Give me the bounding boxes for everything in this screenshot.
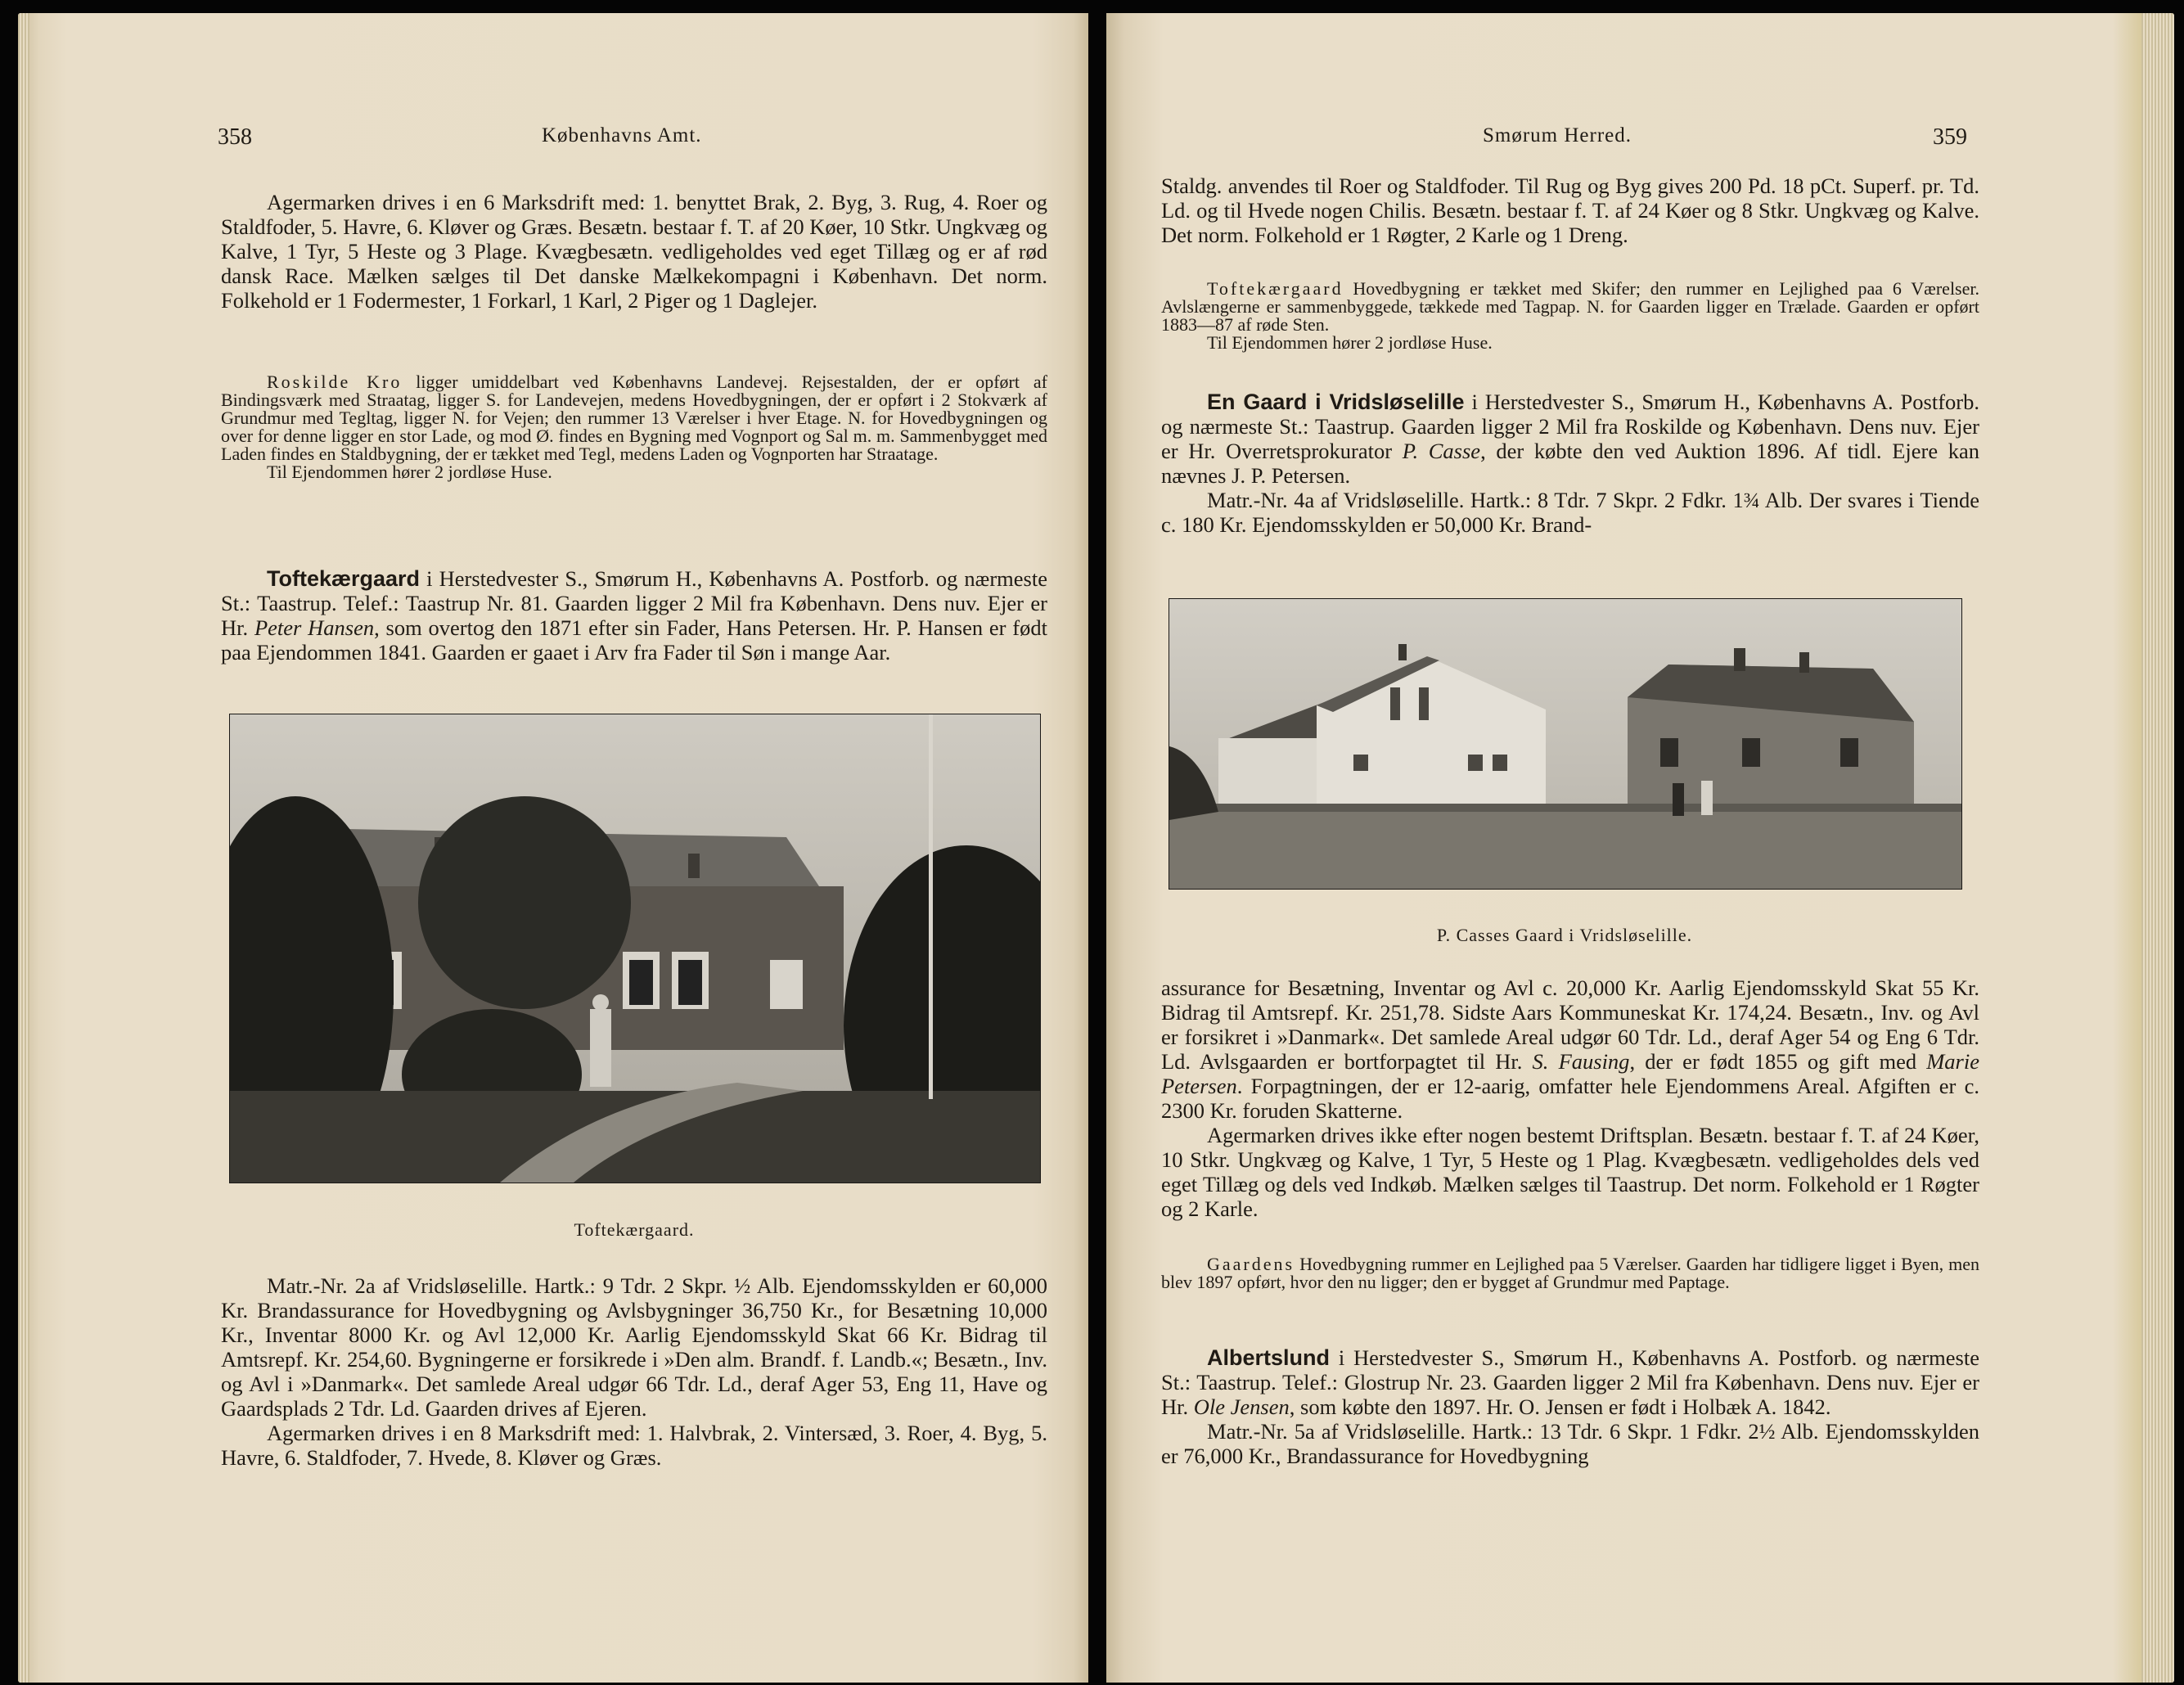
intro-paragraph: Staldg. anvendes til Roer og Staldfoder. Til Rug og Byg gives 200 Pd. 18 pCt. Superf. pr. Td. Ld. og til Hvede nogen Chilis. Besætn. bestaar f. T. af 24 Køer og 8 Stkr. Ungkvæg og Kalve. Det norm. Folkehold er 1 Røgter, 2 Karle og 1 Dreng. — [1161, 173, 1979, 247]
running-header: Københavns Amt. — [542, 124, 702, 146]
entry-title: En Gaard i Vridsløselille — [1207, 390, 1465, 414]
agermark-paragraph: Agermarken drives ikke efter nogen bestemt Driftsplan. Besætn. bestaar f. T. af 24 Køer, 10 Stkr. Ungkvæg og Kalve, 1 Tyr, 5 Heste og 1 Plag. Kvægbesætn. vedligeholdes dels ved eget Tillæg og dels ved Indkøb. Mælken sælges til Taastrup. Det norm. Folkehold er 1 Røgter og 2 Karle. — [1161, 1123, 1979, 1221]
photo-caption: P. Casses Gaard i Vridsløselille. — [1436, 925, 1693, 945]
page-number: 359 — [1933, 124, 1967, 150]
toftekaergaard-notice: Toftekærgaard Hovedbygning er tækket med Skifer; den rummer en Lejlighed paa 6 Værelser. Avlslængerne er sammenbyggede, tækkede med Tagpap. N. for Gaarden ligger en Trælade. Gaarden er opført 1883—87 af røde Sten. Til Ejendommen hører 2 jordløse Huse. — [1161, 278, 1979, 353]
tofte-name: Toftekærgaard — [1207, 278, 1344, 299]
entry-title: Albertslund — [1207, 1345, 1331, 1370]
page-edge — [2141, 13, 2174, 1683]
owner-name: P. Casse — [1402, 439, 1481, 463]
photo-caption: Toftekærgaard. — [574, 1219, 695, 1240]
running-header: Smørum Herred. — [1483, 124, 1632, 146]
tenant-name: S. Fausing — [1532, 1049, 1630, 1074]
matr-paragraph: Matr.-Nr. 4a af Vridsløselille. Hartk.: 8 Tdr. 7 Skpr. 2 Fdkr. 1¾ Alb. Der svares i Tiende c. 180 Kr. Ejendomsskylden er 50,000 Kr. Brand- — [1161, 488, 1979, 537]
photo-toftekaergaard — [229, 714, 1041, 1183]
right-page — [1106, 13, 2174, 1683]
kro-huse: Til Ejendommen hører 2 jordløse Huse. — [267, 462, 552, 482]
entry-albertslund: Albertslund i Herstedvester S., Smørum H., Københavns A. Postforb. og nærmeste St.: Taastrup. Telef.: Glostrup Nr. 23. Gaarden ligger 2 Mil fra København. Dens nuv. Ejer er Hr. Ole Jensen, som købte den 1897. Hr. O. Jensen er født i Holbæk A. 1842. Matr.-Nr. 5a af Vridsløselille. Hartk.: 13 Tdr. 6 Skpr. 1 Fdkr. 2½ Alb. Ejendomsskylden er 76,000 Kr., Brandassurance for Hovedbygning — [1161, 1345, 1979, 1468]
gaard-notice: Gaardens Hovedbygning rummer en Lejlighed paa 5 Værelser. Gaarden har tidligere ligget i Byen, men blev 1897 opført, hvor den nu ligger; den er bygget af Grundmur med Paptage. — [1161, 1254, 1979, 1292]
entry-toftekaergaard: Toftekærgaard i Herstedvester S., Smørum H., Københavns A. Postforb. og nærmeste St.: Taastrup. Telef.: Taastrup Nr. 81. Gaarden ligger 2 Mil fra København. Dens nuv. Ejer er Hr. Peter Hansen, som overtog den 1871 efter sin Fader, Hans Petersen. Hr. P. Hansen er født paa Ejendommen 1841. Gaarden er gaaet i Arv fra Fader til Søn i mange Aar. — [221, 566, 1047, 665]
tofte-huse: Til Ejendommen hører 2 jordløse Huse. — [1207, 332, 1493, 353]
photo-casse-gaard — [1169, 598, 1962, 890]
left-page — [18, 13, 1088, 1683]
matr-paragraph: Matr.-Nr. 2a af Vridsløselille. Hartk.: 9 Tdr. 2 Skpr. ½ Alb. Ejendomsskylden er 60,000 Kr. Brandassurance for Hovedbygning og Avlsbygninger 36,750 Kr., for Besætning 10,000 Kr., Inventar 8000 Kr. og Avl 12,000 Kr. Aarlig Ejendomsskyld Skat 66 Kr. Bidrag til Amtsrepf. Kr. 254,60. Bygningerne er forsikrede i »Den alm. Brandf. f. Landb.«; Besætn., Inv. og Avl i »Danmark«. Det samlede Areal udgør 66 Tdr. Ld., deraf Ager 53, Eng 11, Have og Gaardsplads 2 Tdr. Ld. Gaarden drives af Ejeren. Agermarken drives i en 8 Marksdrift med: 1. Halvbrak, 2. Vintersæd, 3. Roer, 4. Byg, 5. Havre, 6. Staldfoder, 7. Hvede, 8. Kløver og Græs. — [221, 1273, 1047, 1470]
entry-vridsloeselille: En Gaard i Vridsløselille i Herstedvester S., Smørum H., Københavns A. Postforb. og nærmeste St.: Taastrup. Gaarden ligger 2 Mil fra Roskilde og København. Dens nuv. Ejer er Hr. Overretsprokurator P. Casse, der købte den ved Auktion 1896. Af tidl. Ejere kan nævnes J. P. Petersen. Matr.-Nr. 4a af Vridsløselille. Hartk.: 8 Tdr. 7 Skpr. 2 Fdkr. 1¾ Alb. Der svares i Tiende c. 180 Kr. Ejendomsskylden er 50,000 Kr. Brand- — [1161, 390, 1979, 537]
page-number: 358 — [218, 124, 252, 150]
gaard-name: Gaardens — [1207, 1254, 1295, 1274]
farm-buildings-photo — [1169, 599, 1961, 889]
kro-notice: Roskilde Kro ligger umiddelbart ved Københavns Landevej. Rejsestalden, der er opført af Bindingsværk med Straatag, ligger S. for Landevejen, medens Hovedbygningen, der er opført i 2 Stokværk af Grundmur med Tegltag, ligger N. for Vejen; den rummer 13 Værelser i hver Etage. N. for Hovedbygningen og over for denne ligger en stor Lade, og mod Ø. findes en Bygning med Vognport og Sal m. m. Sammenbygget med Laden findes en Staldbygning, der er tækket med Tegl, medens Laden og Vognporten har Straatage. Til Ejendommen hører 2 jordløse Huse. — [221, 372, 1047, 482]
kro-name: Roskilde Kro — [267, 372, 403, 392]
page-edge — [18, 13, 29, 1683]
continuation-paragraph: assurance for Besætning, Inventar og Avl c. 20,000 Kr. Aarlig Ejendomsskyld Skat 55 Kr. Bidrag til Amtsrepf. Kr. 251,78. Sidste Aars Kommuneskat Kr. 174,24. Besætn., Inv. og Avl er forsikret i »Danmark«. Det samlede Areal udgør 60 Tdr. Ld., deraf Ager 54 og Eng 6 Tdr. Ld. Avlsgaarden er bortforpagtet til Hr. S. Fausing, der er født 1855 og gift med Marie Petersen. Forpagtningen, der er 12-aarig, omfatter hele Ejendommens Areal. Afgiften er c. 2300 Kr. foruden Skatterne. Agermarken drives ikke efter nogen bestemt Driftsplan. Besætn. bestaar f. T. af 24 Køer, 10 Stkr. Ungkvæg og Kalve, 1 Tyr, 5 Heste og 1 Plag. Kvægbesætn. vedligeholdes dels ved eget Tillæg og dels ved Indkøb. Mælken sælges til Taastrup. Det norm. Folkehold er 1 Røgter og 2 Karle. — [1161, 975, 1979, 1221]
farmhouse-photo — [230, 714, 1040, 1183]
wife-name: Marie Petersen — [1161, 1049, 1979, 1098]
intro-paragraph: Agermarken drives i en 6 Marksdrift med: 1. benyttet Brak, 2. Byg, 3. Rug, 4. Roer og Staldfoder, 5. Havre, 6. Kløver og Græs. Besætn. bestaar f. T. af 20 Køer, 10 Stkr. Ungkvæg og Kalve, 1 Tyr, 5 Heste og 3 Plage. Kvægbesætn. vedligeholdes ved eget Tillæg og er af rød dansk Race. Mælken sælges til Det danske Mælkekompagni i København. Det norm. Folkehold er 1 Fodermester, 1 Forkarl, 1 Karl, 2 Piger og 1 Daglejer. — [221, 190, 1047, 313]
owner-name: Ole Jensen — [1193, 1394, 1290, 1419]
entry-title: Toftekærgaard — [267, 566, 421, 591]
agermark-paragraph: Agermarken drives i en 8 Marksdrift med: 1. Halvbrak, 2. Vintersæd, 3. Roer, 4. Byg, 5. Havre, 6. Staldfoder, 7. Hvede, 8. Kløver og Græs. — [221, 1421, 1047, 1470]
matr-paragraph: Matr.-Nr. 5a af Vridsløselille. Hartk.: 13 Tdr. 6 Skpr. 1 Fdkr. 2½ Alb. Ejendomsskylden er 76,000 Kr., Brandassurance for Hovedbygning — [1161, 1419, 1979, 1468]
owner-name: Peter Hansen — [254, 615, 375, 640]
